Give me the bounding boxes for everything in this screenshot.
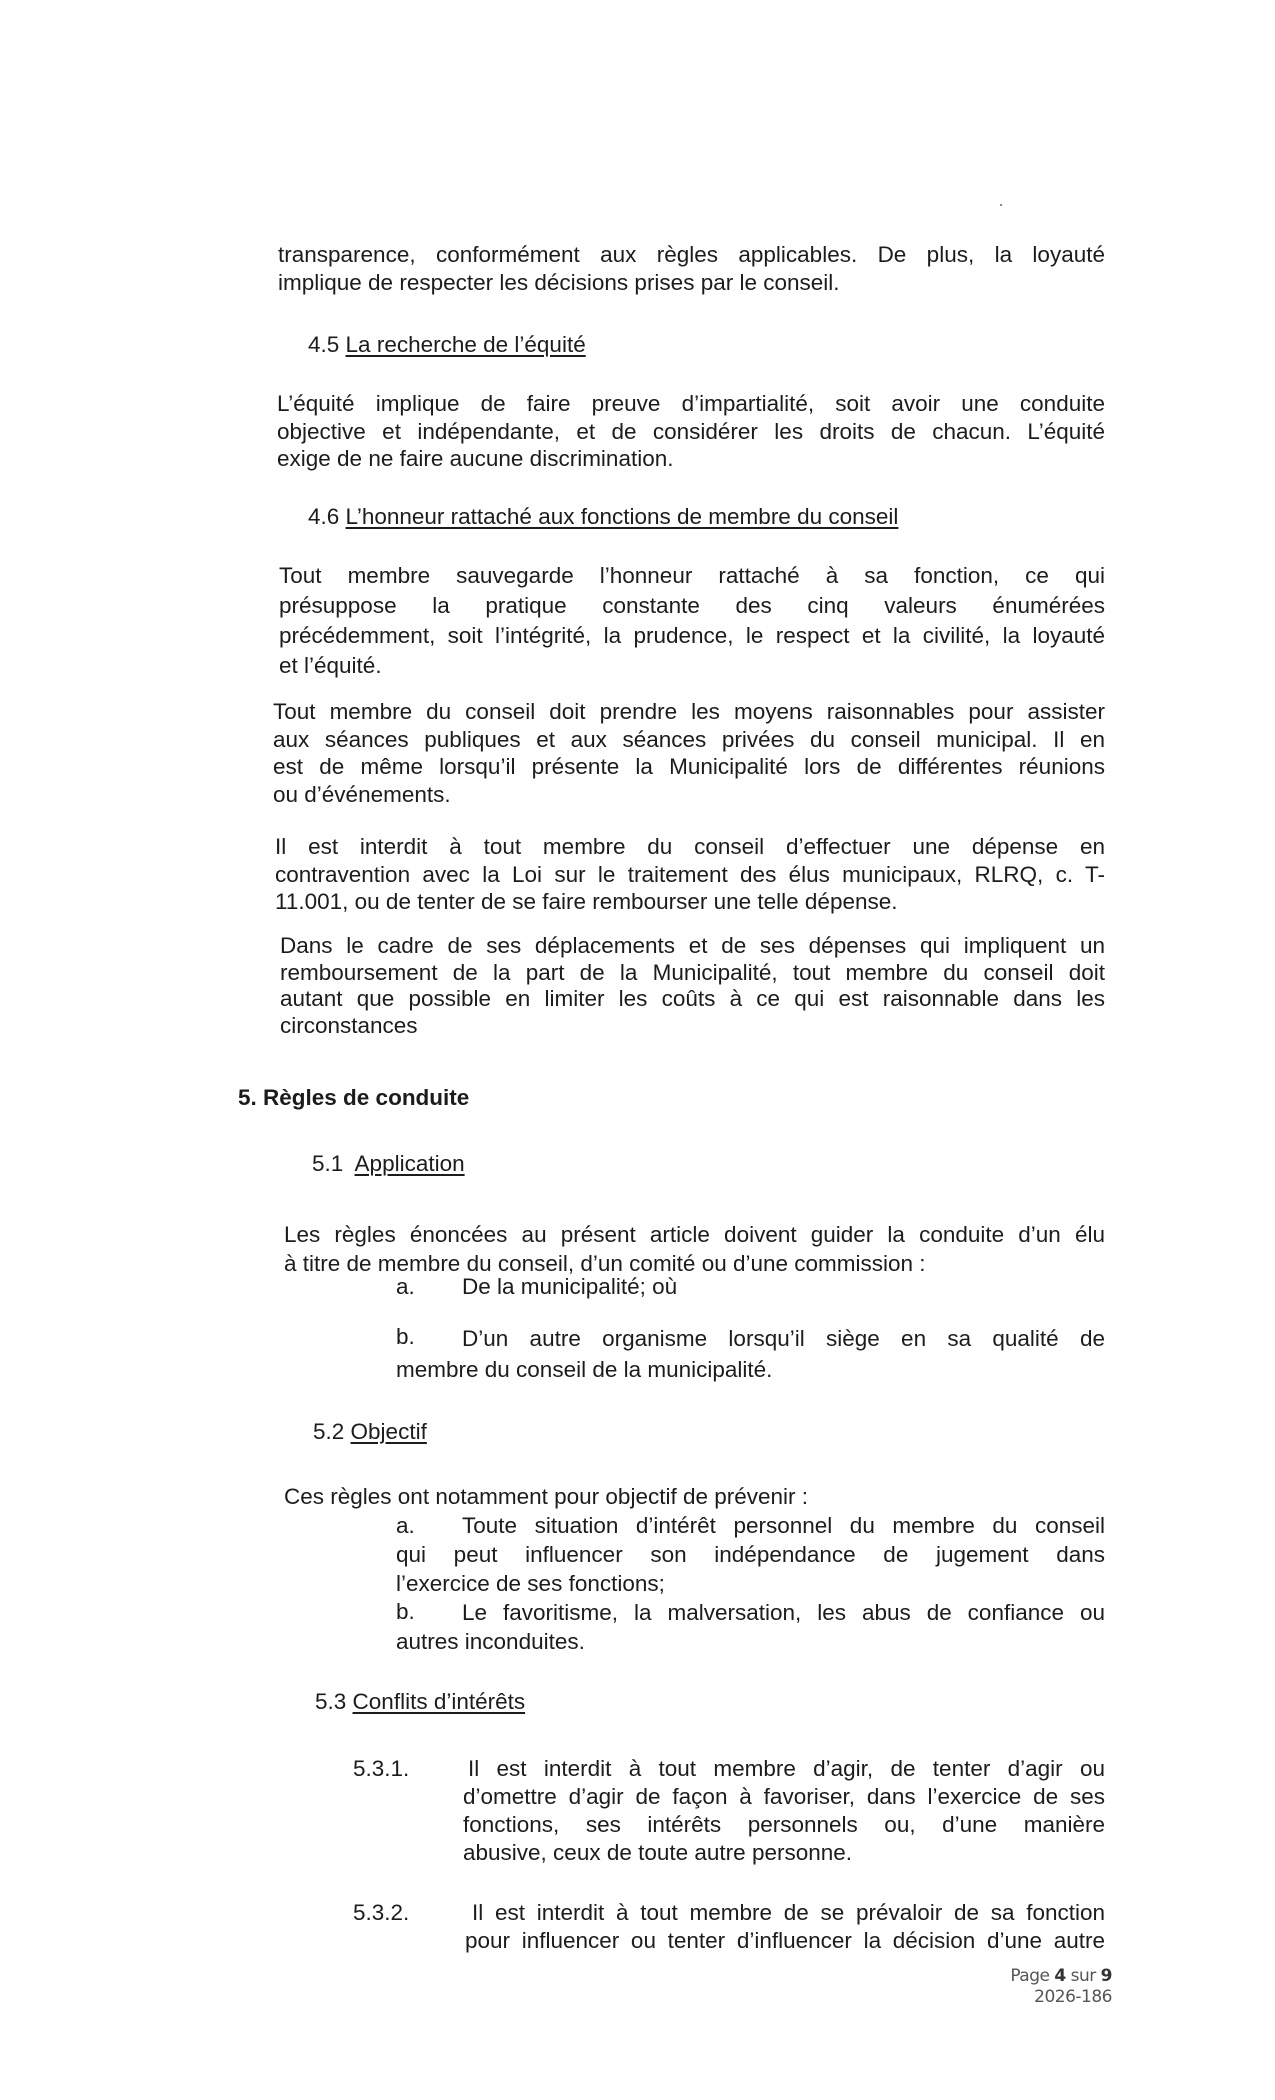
section-5-2-heading [313, 1418, 427, 1446]
section-title: La recherche de l’équité [345, 332, 586, 357]
page-total: 9 [1100, 1966, 1112, 1986]
section-title: Objectif [350, 1419, 427, 1444]
paragraph-application [284, 1220, 1105, 1278]
paragraph-intro-continuation [278, 241, 1105, 296]
text-line: est de même lorsqu’il présente la Municipalité lors de différentes réunions [273, 754, 1105, 779]
list-item-label: b. [396, 1324, 415, 1349]
page-separator: sur [1070, 1966, 1096, 1986]
list-item-text: De la municipalité; où [462, 1274, 678, 1299]
section-number: 5.1 [312, 1151, 344, 1176]
section-number: 4.5 [308, 332, 340, 357]
text-line: pour influencer ou tenter d’influencer la décision d’une autre [465, 1927, 1105, 1953]
scan-speck [1000, 204, 1002, 206]
text-line: Il est interdit à tout membre du conseil d’effectuer une dépense en [275, 834, 1105, 859]
section-title: Application [354, 1151, 465, 1176]
text-line: Il est interdit à tout membre d’agir, de tenter d’agir ou [468, 1756, 1105, 1781]
list-item-5-3-2 [465, 1899, 1105, 1954]
text-line: précédemment, soit l’intégrité, la prudence, le respect et la civilité, la loyauté [279, 623, 1105, 648]
text-line: membre du conseil de la municipalité. [396, 1357, 773, 1382]
list-item-b [396, 1323, 1105, 1385]
text-line: Tout membre du conseil doit prendre les moyens raisonnables pour assister [273, 699, 1105, 724]
text-line: Le favoritisme, la malversation, les abus de confiance ou [462, 1600, 1105, 1625]
list-item-label: b. [396, 1599, 415, 1624]
paragraph-honneur-3 [275, 833, 1105, 916]
section-5-heading: 5. Règles de conduite [238, 1085, 470, 1110]
section-5-1-heading [312, 1150, 465, 1178]
page-prefix: Page [1010, 1966, 1050, 1986]
text-line: d’omettre d’agir de façon à favoriser, dans l’exercice de ses [463, 1784, 1105, 1809]
list-item-label: a. [396, 1274, 415, 1299]
text-line: et l’équité. [279, 653, 382, 678]
text-line: Dans le cadre de ses déplacements et de ses dépenses qui impliquent un [280, 933, 1105, 958]
list-item-label: 5.3.2. [353, 1900, 410, 1925]
text-line: à titre de membre du conseil, d’un comité ou d’une commission : [284, 1251, 926, 1276]
text-line: objective et indépendante, et de considérer les droits de chacun. L’équité [277, 418, 1105, 444]
paragraph-honneur-4 [280, 933, 1105, 1039]
document-reference: 2026-186 [1034, 1987, 1112, 2007]
text-line: Toute situation d’intérêt personnel du membre du conseil [462, 1513, 1105, 1538]
list-item-a [396, 1512, 1105, 1598]
section-number: 5.3 [315, 1689, 347, 1714]
page-footer [1010, 1966, 1112, 2008]
section-4-6-heading [308, 503, 898, 531]
text-line: aux séances publiques et aux séances privées du conseil municipal. Il en [273, 726, 1105, 752]
section-number: 4.6 [308, 504, 340, 529]
text-line: Tout membre sauvegarde l’honneur rattaché à sa fonction, ce qui [279, 563, 1105, 588]
section-title: Conflits d’intérêts [352, 1689, 526, 1714]
list-item-label: a. [396, 1513, 415, 1538]
paragraph-objectif-intro: Ces règles ont notamment pour objectif de prévenir : [284, 1484, 809, 1509]
text-line: abusive, ceux de toute autre personne. [463, 1840, 853, 1865]
list-item-b [396, 1598, 1105, 1656]
section-5-3-heading [315, 1688, 525, 1716]
text-line: Les règles énoncées au présent article doivent guider la conduite d’un élu [284, 1222, 1105, 1247]
text-line: fonctions, ses intérêts personnels ou, d’une manière [463, 1812, 1105, 1837]
text-line: autres inconduites. [396, 1629, 585, 1654]
paragraph-equite [277, 390, 1105, 473]
text-line: L’équité implique de faire preuve d’impartialité, soit avoir une conduite [277, 391, 1105, 416]
paragraph-honneur-2 [273, 698, 1105, 808]
text-line: Il est interdit à tout membre de se prévaloir de sa fonction [472, 1900, 1105, 1925]
list-item-label: 5.3.1. [353, 1756, 410, 1781]
section-number: 5.2 [313, 1419, 345, 1444]
text-line: exige de ne faire aucune discrimination. [277, 446, 674, 471]
list-item-5-3-1 [463, 1755, 1105, 1867]
text-line: l’exercice de ses fonctions; [396, 1570, 665, 1596]
text-line: implique de respecter les décisions prises par le conseil. [278, 269, 840, 295]
text-line: 11.001, ou de tenter de se faire rembourser une telle dépense. [275, 889, 898, 914]
page-number [1010, 1966, 1112, 1987]
text-line: circonstances [280, 1012, 418, 1038]
text-line: présuppose la pratique constante des cinq valeurs énumérées [279, 593, 1105, 618]
text-line: qui peut influencer son indépendance de jugement dans [396, 1541, 1105, 1567]
text-line: remboursement de la part de la Municipalité, tout membre du conseil doit [280, 959, 1105, 985]
text-line: contravention avec la Loi sur le traitement des élus municipaux, RLRQ, c. T- [275, 861, 1105, 887]
text-line: transparence, conformément aux règles applicables. De plus, la loyauté [278, 242, 1105, 267]
text-line: autant que possible en limiter les coûts à ce qui est raisonnable dans les [280, 986, 1105, 1011]
section-4-5-heading [308, 331, 586, 359]
page-current: 4 [1054, 1966, 1066, 1986]
section-title: L’honneur rattaché aux fonctions de membre du conseil [345, 504, 899, 529]
paragraph-honneur-1 [279, 561, 1105, 681]
text-line: D’un autre organisme lorsqu’il siège en sa qualité de [462, 1326, 1105, 1351]
text-line: ou d’événements. [273, 781, 451, 807]
